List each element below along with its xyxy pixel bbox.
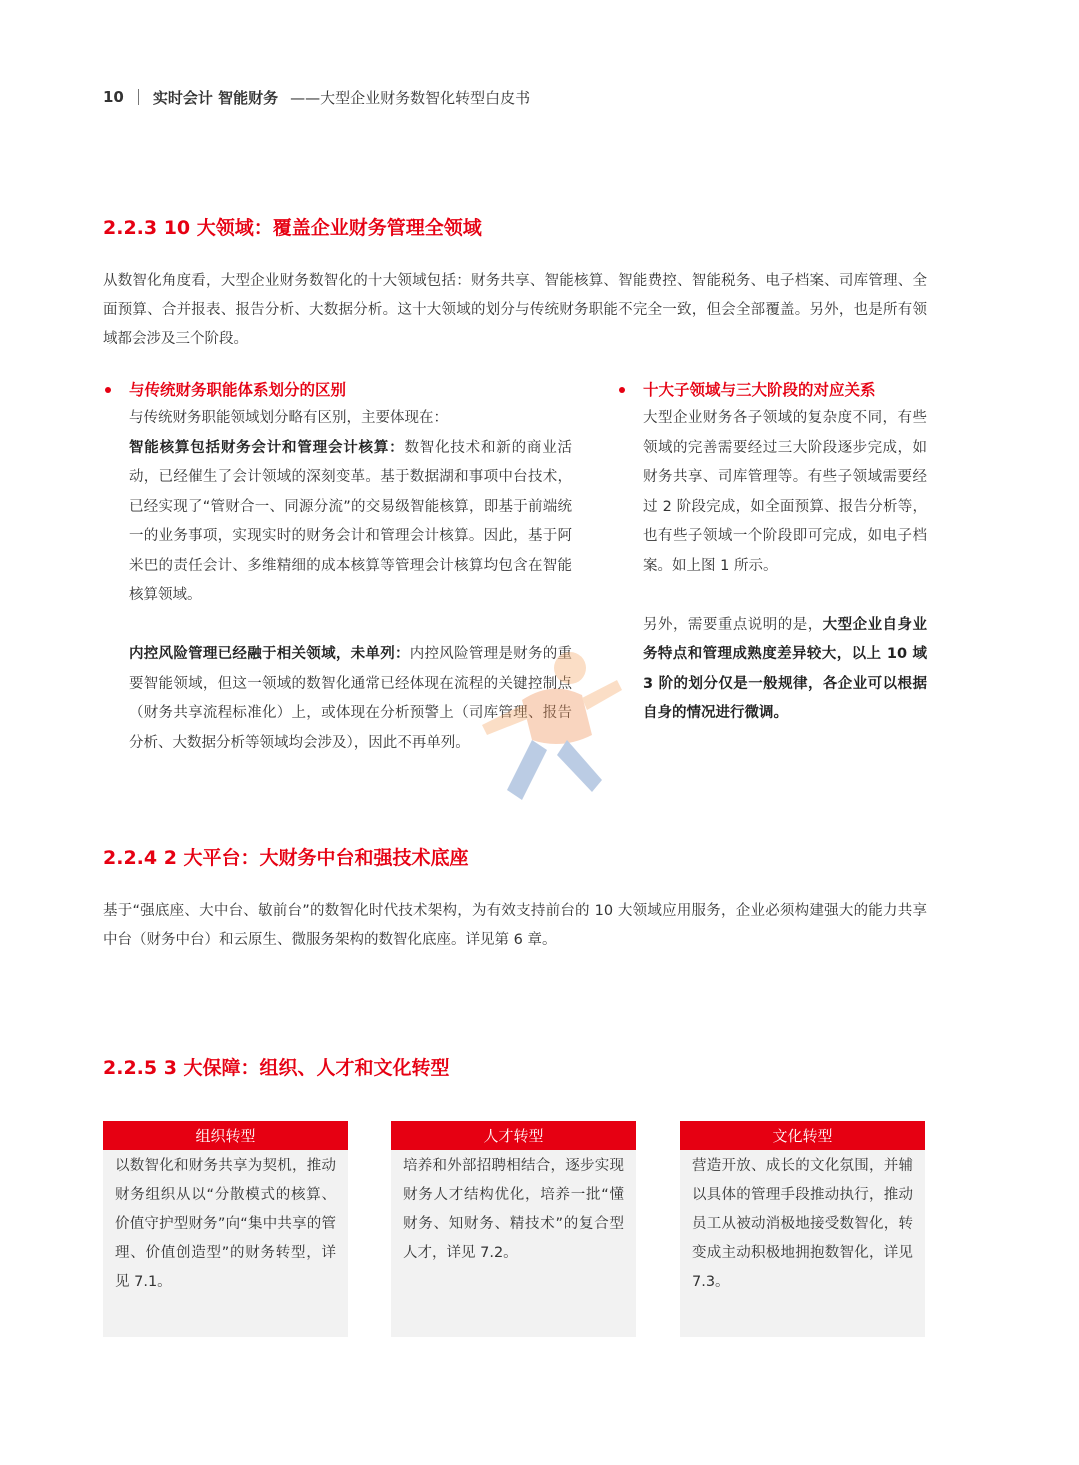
left-bullet-label: 与传统财务职能体系划分的区别 — [129, 381, 347, 399]
right-column — [643, 377, 927, 729]
right-bullet-label: 十大子领域与三大阶段的对应关系 — [643, 381, 876, 399]
card-organization — [103, 1121, 348, 1337]
left-p2-bold: 内控风险管理已经融于相关领域，未单列： — [129, 646, 410, 662]
page-number: 10 — [103, 88, 124, 106]
section-2-2-3-heading: 2.2.3 10 大领域：覆盖企业财务管理全领域 — [103, 217, 482, 239]
card-title: 组织转型 — [103, 1121, 348, 1150]
card-title: 人才转型 — [391, 1121, 636, 1150]
header-divider — [138, 89, 139, 105]
decorative-runner-figure — [452, 640, 632, 820]
section-2-2-4-text: 基于“强底座、大中台、敏前台”的数智化时代技术架构，为有效支持前台的 10 大领域应用服务，企业必须构建强大的能力共享中台（财务中台）和云原生、微服务架构的数智化底座。详见第 6 章。 — [103, 903, 927, 948]
section-2-2-4-heading: 2.2.4 2 大平台：大财务中台和强技术底座 — [103, 847, 469, 869]
card-culture — [680, 1121, 925, 1337]
left-p1-bold: 智能核算包括财务会计和管理会计核算： — [129, 439, 405, 456]
card-talent — [391, 1121, 636, 1337]
section-2-2-3-intro: 从数智化角度看，大型企业财务数智化的十大领域包括：财务共享、智能核算、智能费控、智能税务、电子档案、司库管理、全面预算、合并报表、报告分析、大数据分析。这十大领域的划分与传统财务职能不完全一致，但会全部覆盖。另外，也是所有领域都会涉及三个阶段。 — [103, 273, 927, 347]
running-header — [103, 85, 530, 109]
card-body: 以数智化和财务共享为契机，推动财务组织从以“分散模式的核算、价值守护型财务”向“集中共享的管理、价值创造型”的财务转型，详见 7.1。 — [115, 1158, 336, 1290]
left-intro-line: 与传统财务职能领域划分略有区别，主要体现在： — [129, 410, 448, 426]
card-title: 文化转型 — [680, 1121, 925, 1150]
right-p2-bold: 大型企业自身业务特点和管理成熟度差异较大，以上 10 域 3 阶的划分仅是一般规律，各企业可以根据自身的情况进行微调。 — [643, 616, 928, 721]
bullet-dot-icon — [105, 387, 111, 393]
header-title-bold: 实时会计 智能财务 — [152, 88, 279, 107]
card-body: 营造开放、成长的文化氛围，并辅以具体的管理手段推动执行，推动员工从被动消极地接受数智化，转变成主动积极地拥抱数智化，详见 7.3。 — [692, 1158, 913, 1290]
left-p1-text: 数智化技术和新的商业活动，已经催生了会计领域的深刻变革。基于数据湖和事项中台技术，已经实现了“管财合一、同源分流”的交易级智能核算，即基于前端统一的业务事项，实现实时的财务会计和管理会计核算。因此，基于阿米巴的责任会计、多维精细的成本核算等管理会计核算均包含在智能核算领域。 — [129, 439, 573, 603]
section-2-2-5-heading: 2.2.5 3 大保障：组织、人才和文化转型 — [103, 1057, 450, 1079]
right-bullet-heading — [619, 377, 927, 403]
header-title-rest: ——大型企业财务数智化转型白皮书 — [290, 88, 531, 107]
left-p2-text: 内控风险管理是财务的重要智能领域，但这一领域的数智化通常已经体现在流程的关键控制点（财务共享流程标准化）上，或体现在分析预警上（司库管理、报告分析、大数据分析等领域均会涉及），因此不再单列。 — [129, 646, 573, 751]
bullet-dot-icon — [619, 387, 625, 393]
right-paragraph-1: 大型企业财务各子领域的复杂度不同，有些领域的完善需要经过三大阶段逐步完成，如财务共享、司库管理等。有些子领域需要经过 2 阶段完成，如全面预算、报告分析等，也有些子领域一个阶段即可完成，如电子档案。如上图 1 所示。 — [643, 410, 927, 574]
left-paragraph-1 — [129, 434, 572, 611]
card-body: 培养和外部招聘相结合，逐步实现财务人才结构优化，培养一批“懂财务、知财务、精技术”的复合型人才，详见 7.2。 — [403, 1158, 624, 1261]
right-paragraph-2 — [643, 611, 927, 729]
right-p2-text: 另外，需要重点说明的是， — [643, 616, 823, 633]
left-bullet-heading — [105, 377, 572, 403]
